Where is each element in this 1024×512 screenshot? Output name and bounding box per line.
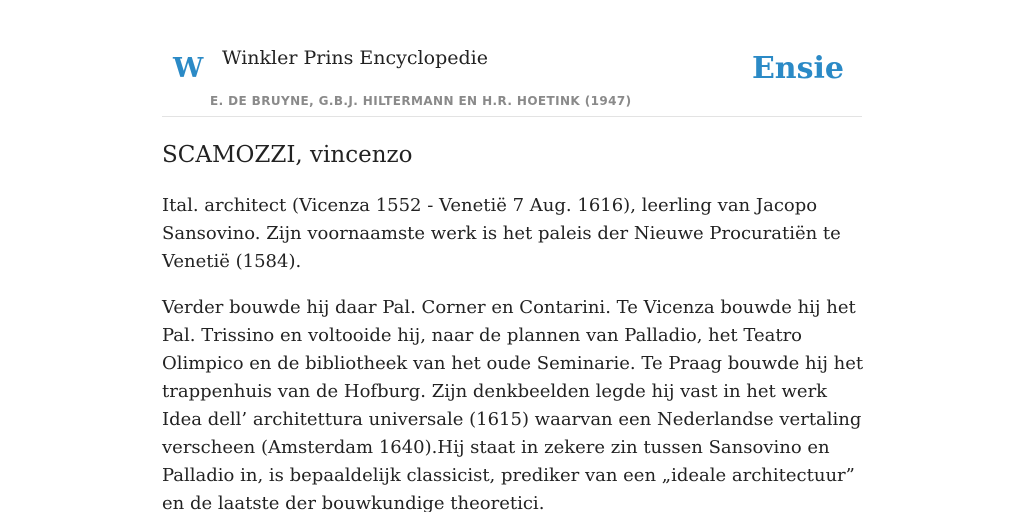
article-paragraph: Ital. architect (Vicenza 1552 - Venetië 7 Aug. 1616), leerling van Jacopo Sansovino. Zijn voornaamste werk is het paleis der Nieuwe Procuratiën te Venetië (1584).	[162, 195, 841, 272]
work-title-link[interactable]: Winkler Prins Encyclopedie	[222, 47, 488, 69]
article-title: SCAMOZZI, vincenzo	[162, 142, 413, 168]
article-paragraph: Verder bouwde hij daar Pal. Corner en Contarini. Te Vicenza bouwde hij het Pal. Trissino en voltooide hij, naar de plannen van Palladio, het Teatro Olimpico en de bibliotheek van het oude Seminarie. Te Praag bouwde hij het trappenhuis van de Hofburg. Zijn denkbeelden legde hij vast in het werk Idea dell’ architettura universale (1615) waarvan een Nederlandse vertaling verscheen (Amsterdam 1640).Hij staat in zekere zin tussen Sansovino en Palladio in, is bepaaldelijk classicist, prediker van een „ideale architectuur” en de laatste der bouwkundige theoretici.	[162, 297, 864, 512]
winkler-prins-logo-icon[interactable]: W	[173, 53, 204, 84]
article-body	[162, 192, 867, 512]
authors-line: E. DE BRUYNE, G.B.J. HILTERMANN EN H.R. HOETINK (1947)	[210, 94, 632, 108]
ensie-brand-logo[interactable]: Ensie	[751, 51, 844, 86]
header	[162, 0, 862, 117]
